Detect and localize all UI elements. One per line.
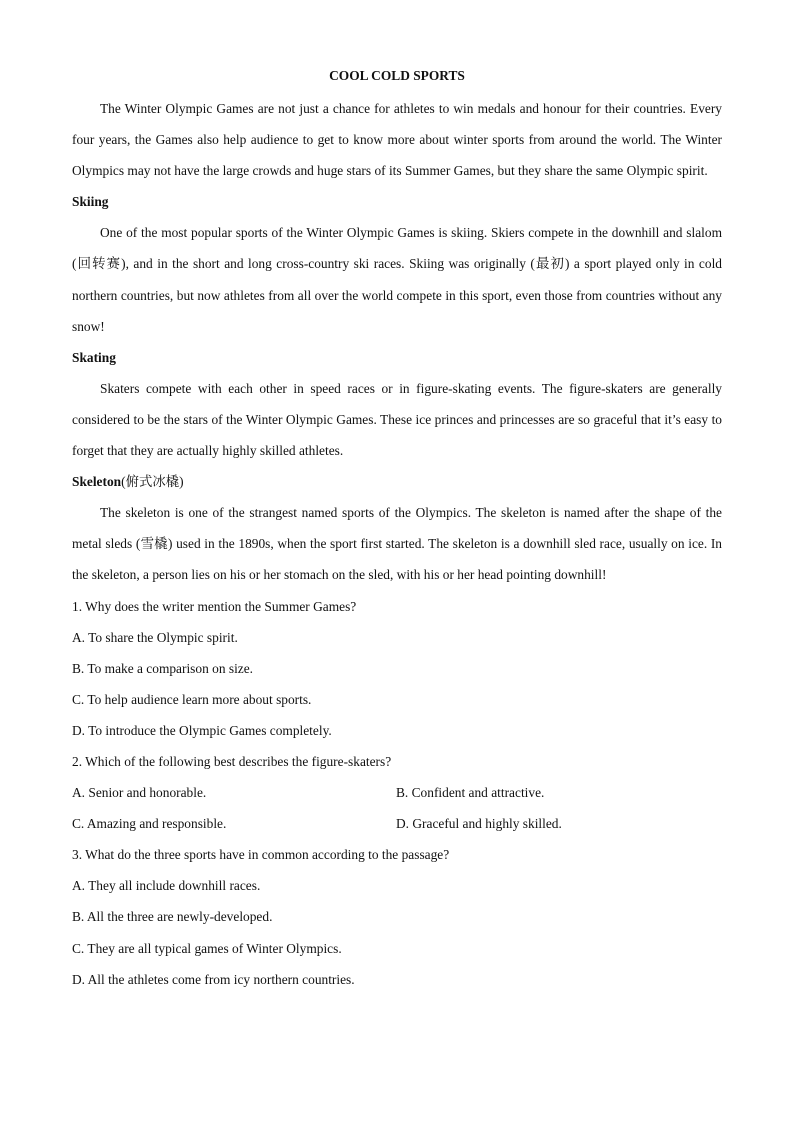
answer-option: A. Senior and honorable. <box>72 785 207 801</box>
answer-option: D. All the athletes come from icy northern countries. <box>72 971 355 987</box>
section-heading-skating <box>72 342 722 373</box>
section-paragraph-skiing: One of the most popular sports of the Winter Olympic Games is skiing. Skiers compete in the downhill and slalom (回转赛), and in the short and long cross-country ski races. Skiing was originally (最初) a sport played only in cold northern countries, but now athletes from all over the world compete in this sport, even those from countries without any snow! <box>72 225 722 334</box>
answer-option: C. To help audience learn more about sports. <box>72 691 312 707</box>
document-page <box>72 62 722 995</box>
question-stem: 1. Why does the writer mention the Summer Games? <box>72 598 357 614</box>
answer-option: B. Confident and attractive. <box>396 785 545 801</box>
answer-option: D. To introduce the Olympic Games completely. <box>72 722 332 738</box>
answer-option: A. They all include downhill races. <box>72 878 261 894</box>
document-title: COOL COLD SPORTS <box>329 68 465 83</box>
answer-option: B. All the three are newly-developed. <box>72 909 273 925</box>
answer-option: C. They are all typical games of Winter Olympics. <box>72 940 342 956</box>
section-paragraph-skating: Skaters compete with each other in speed races or in figure-skating events. The figure-skaters are generally considered to be the stars of the Winter Olympic Games. These ice princes and princesses are so graceful that it’s easy to forget that they are actually highly skilled athletes. <box>72 380 722 459</box>
question-stem: 2. Which of the following best describes the figure-skaters? <box>72 753 392 769</box>
section-heading-label: Skating <box>72 349 116 365</box>
section-heading-note: (俯式冰橇) <box>121 474 184 490</box>
answer-option: D. Graceful and highly skilled. <box>396 816 562 832</box>
section-paragraph-skeleton: The skeleton is one of the strangest named sports of the Olympics. The skeleton is named after the shape of the metal sleds (雪橇) used in the 1890s, when the sport first started. The skeleton is a downhill sled race, usually on ice. In the skeleton, a person lies on his or her stomach on the sled, with his or her head pointing downhill! <box>72 505 722 583</box>
intro-paragraph: The Winter Olympic Games are not just a chance for athletes to win medals and honour for their countries. Every four years, the Games also help audience to get to know more about winter sports from around the world. The Winter Olympics may not have the large crowds and huge stars of its Summer Games, but they share the same Olympic spirit. <box>72 101 722 179</box>
section-heading-label: Skiing <box>72 194 109 210</box>
answer-option: A. To share the Olympic spirit. <box>72 629 238 645</box>
answer-option-row <box>72 777 722 808</box>
question-stem: 3. What do the three sports have in common according to the passage? <box>72 847 450 863</box>
answer-option: B. To make a comparison on size. <box>72 660 254 676</box>
section-heading-skiing <box>72 186 722 217</box>
section-heading-skeleton <box>72 466 722 497</box>
section-heading-label: Skeleton <box>72 474 122 490</box>
answer-option: C. Amazing and responsible. <box>72 816 227 832</box>
answer-option-row <box>72 808 722 839</box>
